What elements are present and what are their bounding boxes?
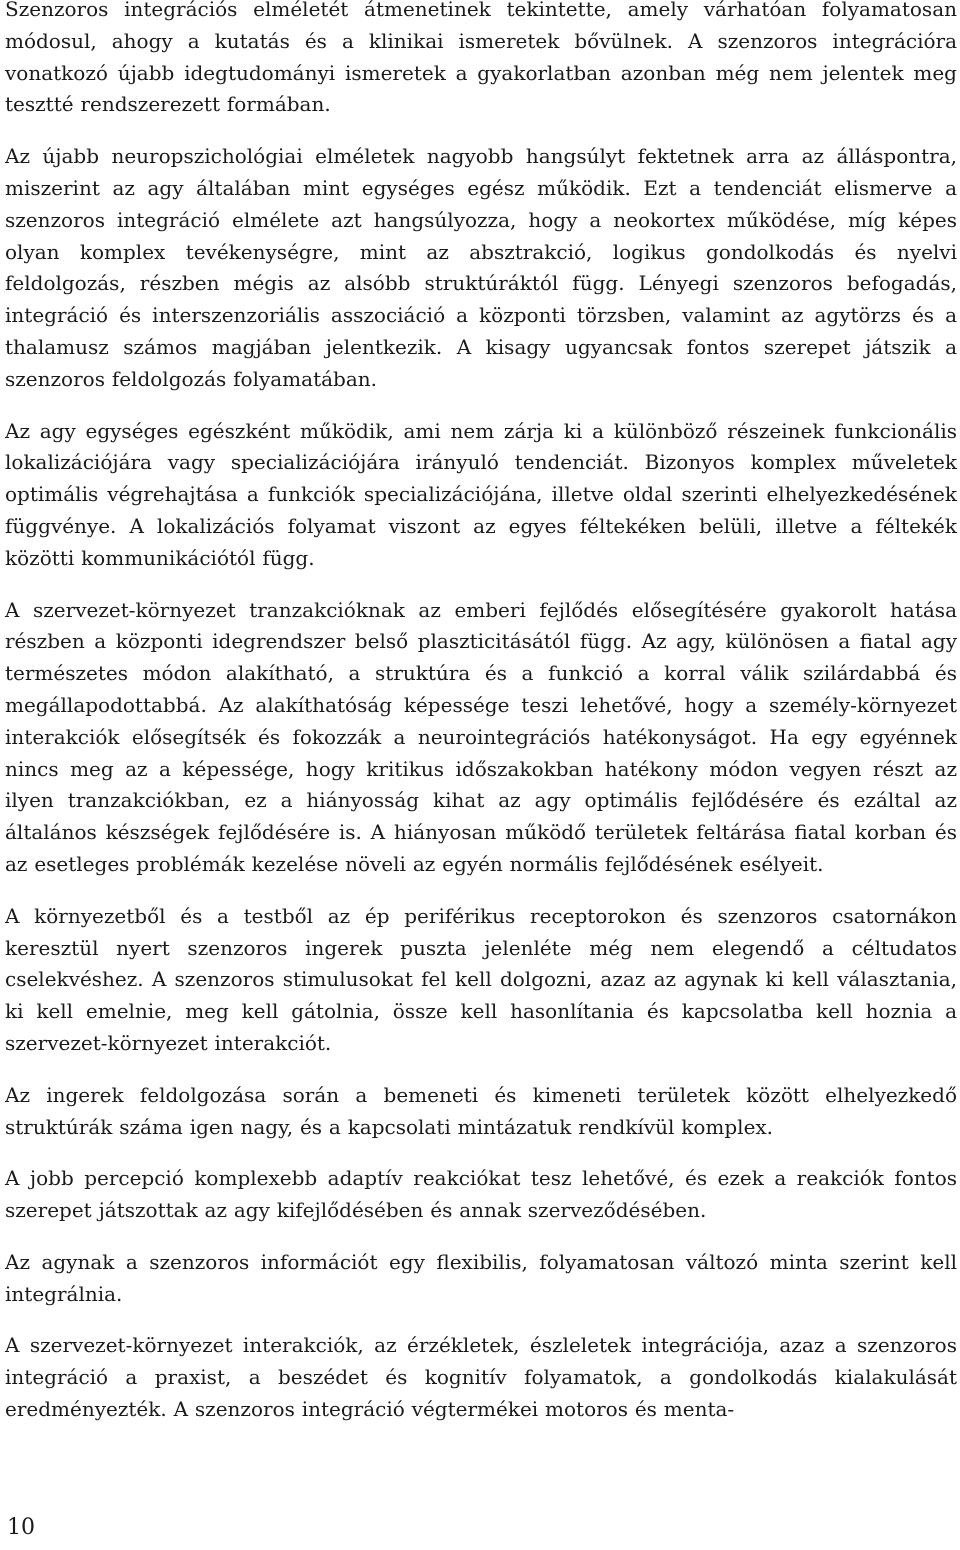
paragraph: Az agynak a szenzoros információt egy flexibilis, folyamatosan változó minta szerint kell integrálnia. [5, 1249, 957, 1306]
document-page [5, 0, 957, 1446]
paragraph: Az agy egységes egészként működik, ami nem zárja ki a különböző részeinek funkcionális lokalizációjára vagy specializációjára irányuló tendenciát. Bizonyos komplex műveletek optimális végrehajtása a funkciók specializációjána, illetve oldal szerinti elhelyezkedésének függvénye. A lokalizációs folyamat viszont az egyes féltekéken belüli, illetve a féltekék közötti kommunikációtól függ. [5, 418, 957, 570]
paragraph: Az újabb neuropszichológiai elméletek nagyobb hangsúlyt fektetnek arra az álláspontra, miszerint az agy általában mint egységes egész működik. Ezt a tendenciát elismerve a szenzoros integráció elmélete azt hangsúlyozza, hogy a neokortex működése, míg képes olyan komplex tevékenységre, mint az absztrakció, logikus gondolkodás és nyelvi feldolgozás, részben mégis az alsóbb struktúráktól függ. Lényegi szenzoros befogadás, integráció és interszenzoriális asszociáció a központi törzsben, valamint az agytörzs és a thalamusz számos magjában jelentkezik. A kisagy ugyancsak fontos szerepet játszik a szenzoros feldolgozás folyamatában. [5, 144, 957, 391]
paragraph: A szervezet-környezet tranzakcióknak az emberi fejlődés elősegítésére gyakorolt hatása részben a központi idegrendszer belső plaszticitásától függ. Az agy, különösen a fiatal agy természetes módon alakítható, a struktúra és a funkció a korral válik szilárdabbá és megállapodottabbá. Az alakíthatóság képessége teszi lehetővé, hogy a személy-környezet interakciók elősegítsék és fokozzák a neurointegrációs hatékonyságot. Ha egy egyénnek nincs meg az a képessége, hogy kritikus időszakokban hatékony módon vegyen részt az ilyen tranzakciókban, ez a hiányosság kihat az agy optimális fejlődésére és ezáltal az általános készségek fejlődésére is. A hiányosan működő területek feltárása fiatal korban és az esetleges problémák kezelése növeli az egyén normális fejlődésének esélyeit. [5, 597, 957, 876]
paragraph: Szenzoros integrációs elméletét átmenetinek tekintette, amely várhatóan folyamatosan módosul, ahogy a kutatás és a klinikai ismeretek bővülnek. A szenzoros integrációra vonatkozó újabb idegtudományi ismeretek a gyakorlatban azonban még nem jelentek meg tesztté rendszerezett formában. [5, 0, 957, 117]
paragraph: A szervezet-környezet interakciók, az érzékletek, észleletek integrációja, azaz a szenzoros integráció a praxist, a beszédet és kognitív folyamatok, a gondolkodás kialakulását eredményezték. A szenzoros integráció végtermékei motoros és menta- [5, 1333, 957, 1422]
paragraph: Az ingerek feldolgozása során a bemeneti és kimeneti területek között elhelyezkedő struktúrák száma igen nagy, és a kapcsolati mintázatuk rendkívül komplex. [5, 1082, 957, 1139]
page-number: 10 [7, 1515, 35, 1540]
paragraph: A környezetből és a testből az ép periférikus receptorokon és szenzoros csatornákon keresztül nyert szenzoros ingerek puszta jelenléte még nem elegendő a céltudatos cselekvéshez. A szenzoros stimulusokat fel kell dolgozni, azaz az agynak ki kell választania, ki kell emelnie, meg kell gátolnia, össze kell hasonlítania és kapcsolatba kell hoznia a szervezet-környezet interakciót. [5, 903, 957, 1055]
paragraph: A jobb percepció komplexebb adaptív reakciókat tesz lehetővé, és ezek a reakciók fontos szerepet játszottak az agy kifejlődésében és annak szerveződésében. [5, 1166, 957, 1223]
